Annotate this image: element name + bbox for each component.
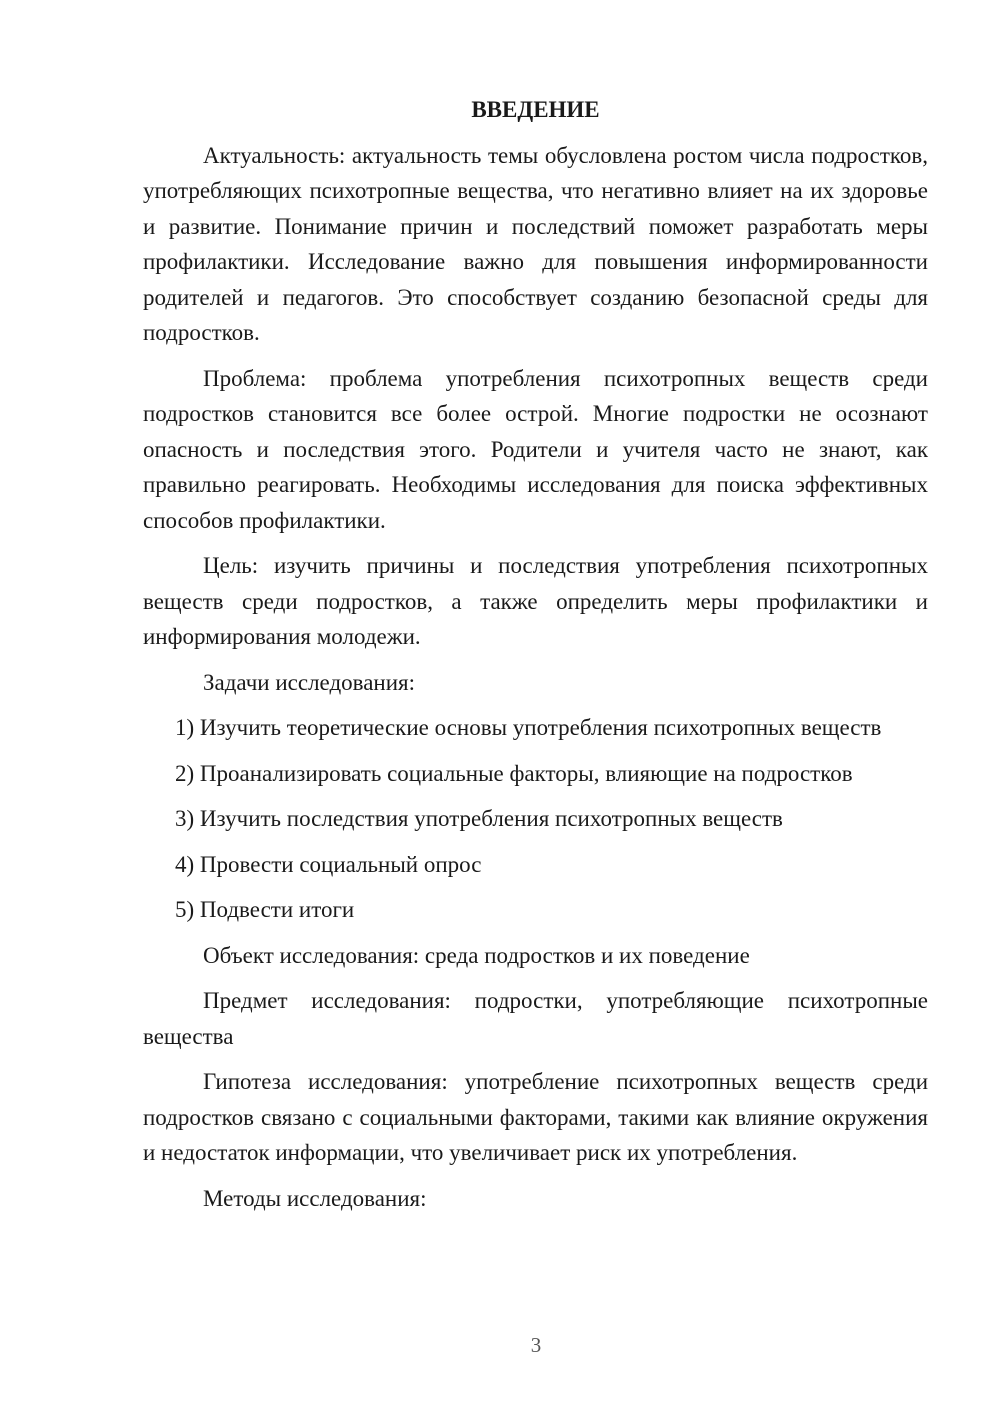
relevance-paragraph: Актуальность: актуальность темы обусловлена ростом числа подростков, употребляющих психотропные вещества, что негативно влияет на их здоровье и развитие. Понимание причин и последствий поможет разработать меры профилактики. Исследование важно для повышения информированности родителей и педагогов. Это способствует созданию безопасной среды для подростков. [143, 142, 928, 345]
problem-paragraph: Проблема: проблема употребления психотропных веществ среди подростков становится все более острой. Многие подростки не осознают опасность и последствия этого. Родители и учителя часто не знают, как правильно реагировать. Необходимы исследования для поиска эффективных способов профилактики. [143, 365, 928, 533]
task-list-item: 2) Проанализировать социальные факторы, влияющие на подростков [175, 760, 853, 786]
goal-paragraph: Цель: изучить причины и последствия употребления психотропных веществ среди подростков, а также определить меры профилактики и информирования молодежи. [143, 553, 928, 649]
page-number: 3 [530, 1333, 542, 1357]
section-title: ВВЕДЕНИЕ [471, 97, 600, 122]
methods-heading: Методы исследования: [203, 1185, 427, 1211]
subject-paragraph: Предмет исследования: подростки, употребляющие психотропные вещества [143, 988, 928, 1049]
task-list-item: 1) Изучить теоретические основы употребления психотропных веществ [175, 715, 882, 740]
tasks-heading: Задачи исследования: [203, 669, 416, 695]
task-list-item: 4) Провести социальный опрос [175, 851, 482, 877]
object-paragraph: Объект исследования: среда подростков и их поведение [203, 942, 750, 968]
task-list-item: 3) Изучить последствия употребления психотропных веществ [175, 806, 783, 831]
task-list-item: 5) Подвести итоги [175, 897, 355, 922]
page-content [143, 92, 928, 1226]
hypothesis-paragraph: Гипотеза исследования: употребление психотропных веществ среди подростков связано с социальными факторами, такими как влияние окружения и недостаток информации, что увеличивает риск их употребления. [143, 1069, 928, 1165]
